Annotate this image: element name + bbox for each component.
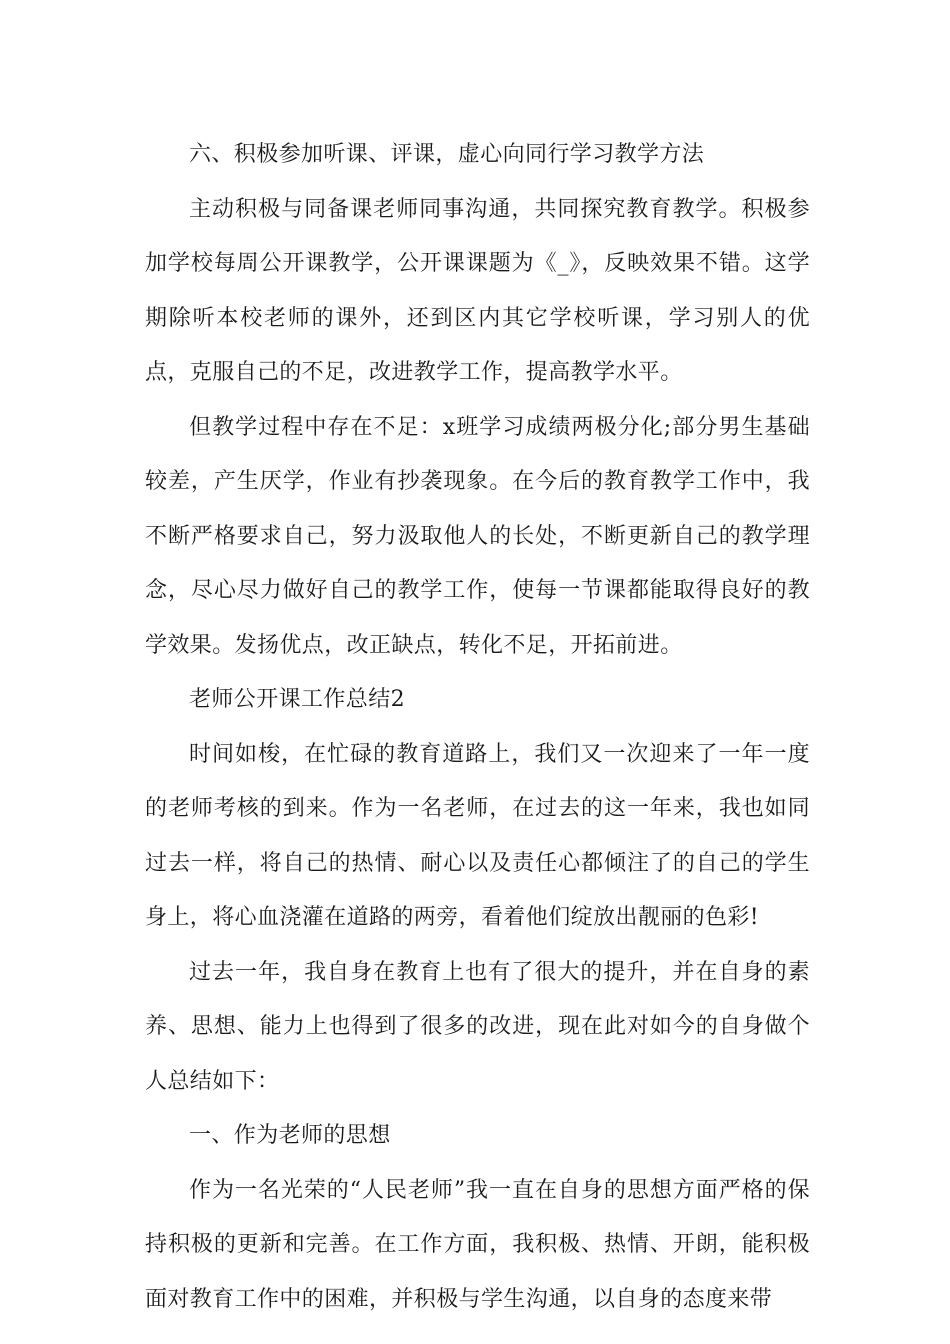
paragraph-past-year: 过去一年，我自身在教育上也有了很大的提升，并在自身的素养、思想、能力上也得到了很多的改进，现在此对如今的自身做个人总结如下：: [145, 959, 810, 1094]
paragraph-teacher-thoughts: 作为一名光荣的“人民老师”我一直在自身的思想方面严格的保持积极的更新和完善。在工作方面，我积极、热情、开朗，能积极面对教育工作中的困难，并积极与学生沟通，以自身的态度来带: [145, 1177, 810, 1312]
paragraph-lesson-observation: 主动积极与同备课老师同事沟通，共同探究教育教学。积极参加学校每周公开课教学，公开课课题为《_》，反映效果不错。这学期除听本校老师的课外，还到区内其它学校听课，学习别人的优点，克服自己的不足，改进教学工作，提高教学水平。: [145, 196, 810, 385]
paragraph-shortcomings: 但教学过程中存在不足：x班学习成绩两极分化;部分男生基础较差，产生厌学，作业有抄袭现象。在今后的教育教学工作中，我不断严格要求自己，努力汲取他人的长处，不断更新自己的教学理念，尽心尽力做好自己的教学工作，使每一节课都能取得良好的教学效果。发扬优点，改正缺点，转化不足，开拓前进。: [145, 414, 810, 658]
article-title-summary-2: 老师公开课工作总结2: [189, 687, 405, 712]
paragraph-time-flies: 时间如梭，在忙碌的教育道路上，我们又一次迎来了一年一度的老师考核的到来。作为一名老师，在过去的这一年来，我也如同过去一样，将自己的热情、耐心以及责任心都倾注了的自己的学生身上，将心血浇灌在道路的两旁，看着他们绽放出靓丽的色彩!: [145, 741, 810, 930]
document-body: [145, 128, 810, 1327]
section-heading-6: 六、积极参加听课、评课，虚心向同行学习教学方法: [189, 142, 705, 167]
section-heading-1: 一、作为老师的思想: [189, 1123, 391, 1148]
